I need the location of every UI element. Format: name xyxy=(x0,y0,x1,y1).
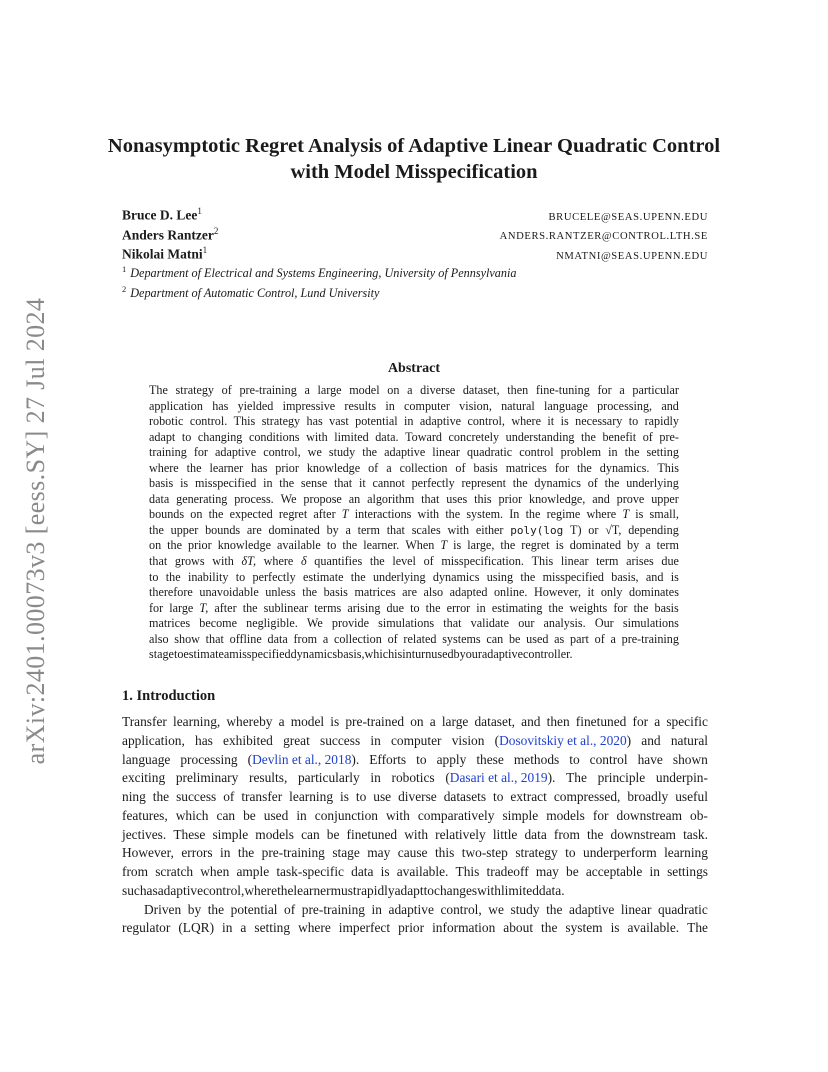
paper-title xyxy=(100,133,728,185)
intro-line: However, errors in the pre-training stage may cause this two-step strategy to underperform learning xyxy=(122,845,708,861)
citation-group: (Dasari et al., 2019). xyxy=(445,770,556,786)
abstract-line: also show that offline data from a collection of related systems can be used as part of a pre-training xyxy=(149,631,679,646)
abstract-line: for large T, after the sublinear terms arising due to the error in estimating the weights for the basis xyxy=(149,600,679,615)
author-row xyxy=(122,226,708,246)
intro-line: ning the success of transfer learning is to use diverse datasets to extract compressed, broadly useful xyxy=(122,789,708,804)
abstract-line: application has yielded impressive results in computer vision, natural language processing, and xyxy=(149,398,679,413)
author-email[interactable]: NMATNI@SEAS.UPENN.EDU xyxy=(556,250,708,262)
abstract-line: data generating process. We propose an algorithm that uses this prior knowledge, and prove upper xyxy=(149,491,679,506)
author-email[interactable]: BRUCELE@SEAS.UPENN.EDU xyxy=(548,211,708,223)
abstract-heading: Abstract xyxy=(387,361,441,376)
author-name: Bruce D. Lee$^1$ xyxy=(122,206,202,223)
author-email[interactable]: ANDERS.RANTZER@CONTROL.LTH.SE xyxy=(499,231,708,242)
author-name: Anders Rantzer$^2$ xyxy=(122,225,219,242)
abstract-line: that grows with δT, where δ quantifies the level of misspecification. This linear term arises due xyxy=(149,554,679,569)
citation-link[interactable]: Dosovitskiy et al., 2020 xyxy=(499,732,627,748)
abstract-line: training for adaptive control, we study the adaptive linear quadratic control problem in the setting xyxy=(149,445,679,460)
author-row xyxy=(122,206,708,226)
intro-line: language processing (Devlin et al., 2018). Efforts to apply these methods to control have shown xyxy=(122,751,708,770)
citation-group: (Dosovitskiy et al., 2020) xyxy=(494,732,632,748)
arxiv-identifier: arXiv:2401.00073v3 [eess.SY] 27 Jul 2024 xyxy=(21,297,50,765)
abstract-line: robotic control. This strategy has vast potential in adaptive control, where it is necessary to rapidly xyxy=(149,414,679,429)
abstract-line: matrices become negligible. We provide simulations that validate our analysis. Our simulations xyxy=(149,616,679,631)
intro-line: jectives. These simple models can be finetuned with relatively little data from the downstream task. xyxy=(122,826,708,842)
abstract-line: adapt to changing conditions with limited data. Toward concretely understanding the benefit of pre- xyxy=(149,429,679,444)
abstract-line: on the prior knowledge available to the learner. When T is large, the regret is dominated by a term xyxy=(149,538,679,553)
author-row xyxy=(122,245,708,265)
abstract-line: stage to estimate a misspecified dynamics basis, which is in turn used by our adaptive controller. xyxy=(149,647,573,662)
author-name: Nikolai Matni$^1$ xyxy=(122,245,208,262)
arxiv-sidebar xyxy=(12,286,60,776)
section-heading-introduction: 1. Introduction xyxy=(122,688,216,704)
intro-line: Driven by the potential of pre-training in adaptive control, we study the adaptive linear quadratic xyxy=(144,901,708,917)
intro-line: exciting preliminary results, particularly in robotics (Dasari et al., 2019). The principle underpin- xyxy=(122,769,708,788)
abstract-line: therefore unavoidable unless the basis matrices are also adapted online. However, it only dominates xyxy=(149,585,679,600)
affiliation: $^2$ Department of Automatic Control, Lund University xyxy=(122,284,380,301)
intro-line: such as adaptive control, where the learner must rapidly adapt to changes with limited data. xyxy=(122,882,565,898)
intro-line: features, which can be used in conjunction with comparatively simple models for downstream ob- xyxy=(122,807,708,823)
abstract-body xyxy=(149,383,679,663)
introduction-body xyxy=(122,713,708,938)
intro-line: application, has exhibited great success in computer vision (Dosovitskiy et al., 2020) and natural xyxy=(122,732,708,751)
intro-line: Transfer learning, whereby a model is pre-trained on a large dataset, and then finetuned for a specific xyxy=(122,714,708,729)
affiliations xyxy=(122,264,722,304)
abstract-line: The strategy of pre-training a large model on a diverse dataset, then fine-tuning for a particular xyxy=(149,383,679,397)
intro-line: regulator (LQR) in a setting where imperfect prior information about the system is available. The xyxy=(122,920,708,936)
abstract-line: to the inability to perfectly estimate the underlying dynamics using the misspecified basis, and is xyxy=(149,569,679,584)
paper-title-line-2: with Model Misspecification xyxy=(290,161,538,183)
citation-link[interactable]: Devlin et al., 2018 xyxy=(252,751,352,767)
affiliation: $^1$ Department of Electrical and Systems Engineering, University of Pennsylvania xyxy=(122,264,517,281)
abstract-line: the upper bounds are dominated by a term that scales with either poly(log T) or √T, depending xyxy=(149,522,679,537)
abstract-line: bounds on the expected regret after T interactions with the system. In the regime where T is small, xyxy=(149,507,679,522)
citation-group: (Devlin et al., 2018). xyxy=(247,751,360,767)
abstract-line: basis is misspecified in the sense that it cannot perfectly represent the dynamics of the underlying xyxy=(149,476,679,491)
author-block xyxy=(122,206,708,265)
citation-link[interactable]: Dasari et al., 2019 xyxy=(449,770,548,786)
abstract-line: where the learner has prior knowledge of a collection of basis matrices for the dynamics. This xyxy=(149,460,679,475)
paper-title-line-1: Nonasymptotic Regret Analysis of Adaptive Linear Quadratic Control xyxy=(107,135,721,157)
intro-line: from scratch when ample task-specific data is available. This tradeoff may be acceptable in settings xyxy=(122,864,708,879)
